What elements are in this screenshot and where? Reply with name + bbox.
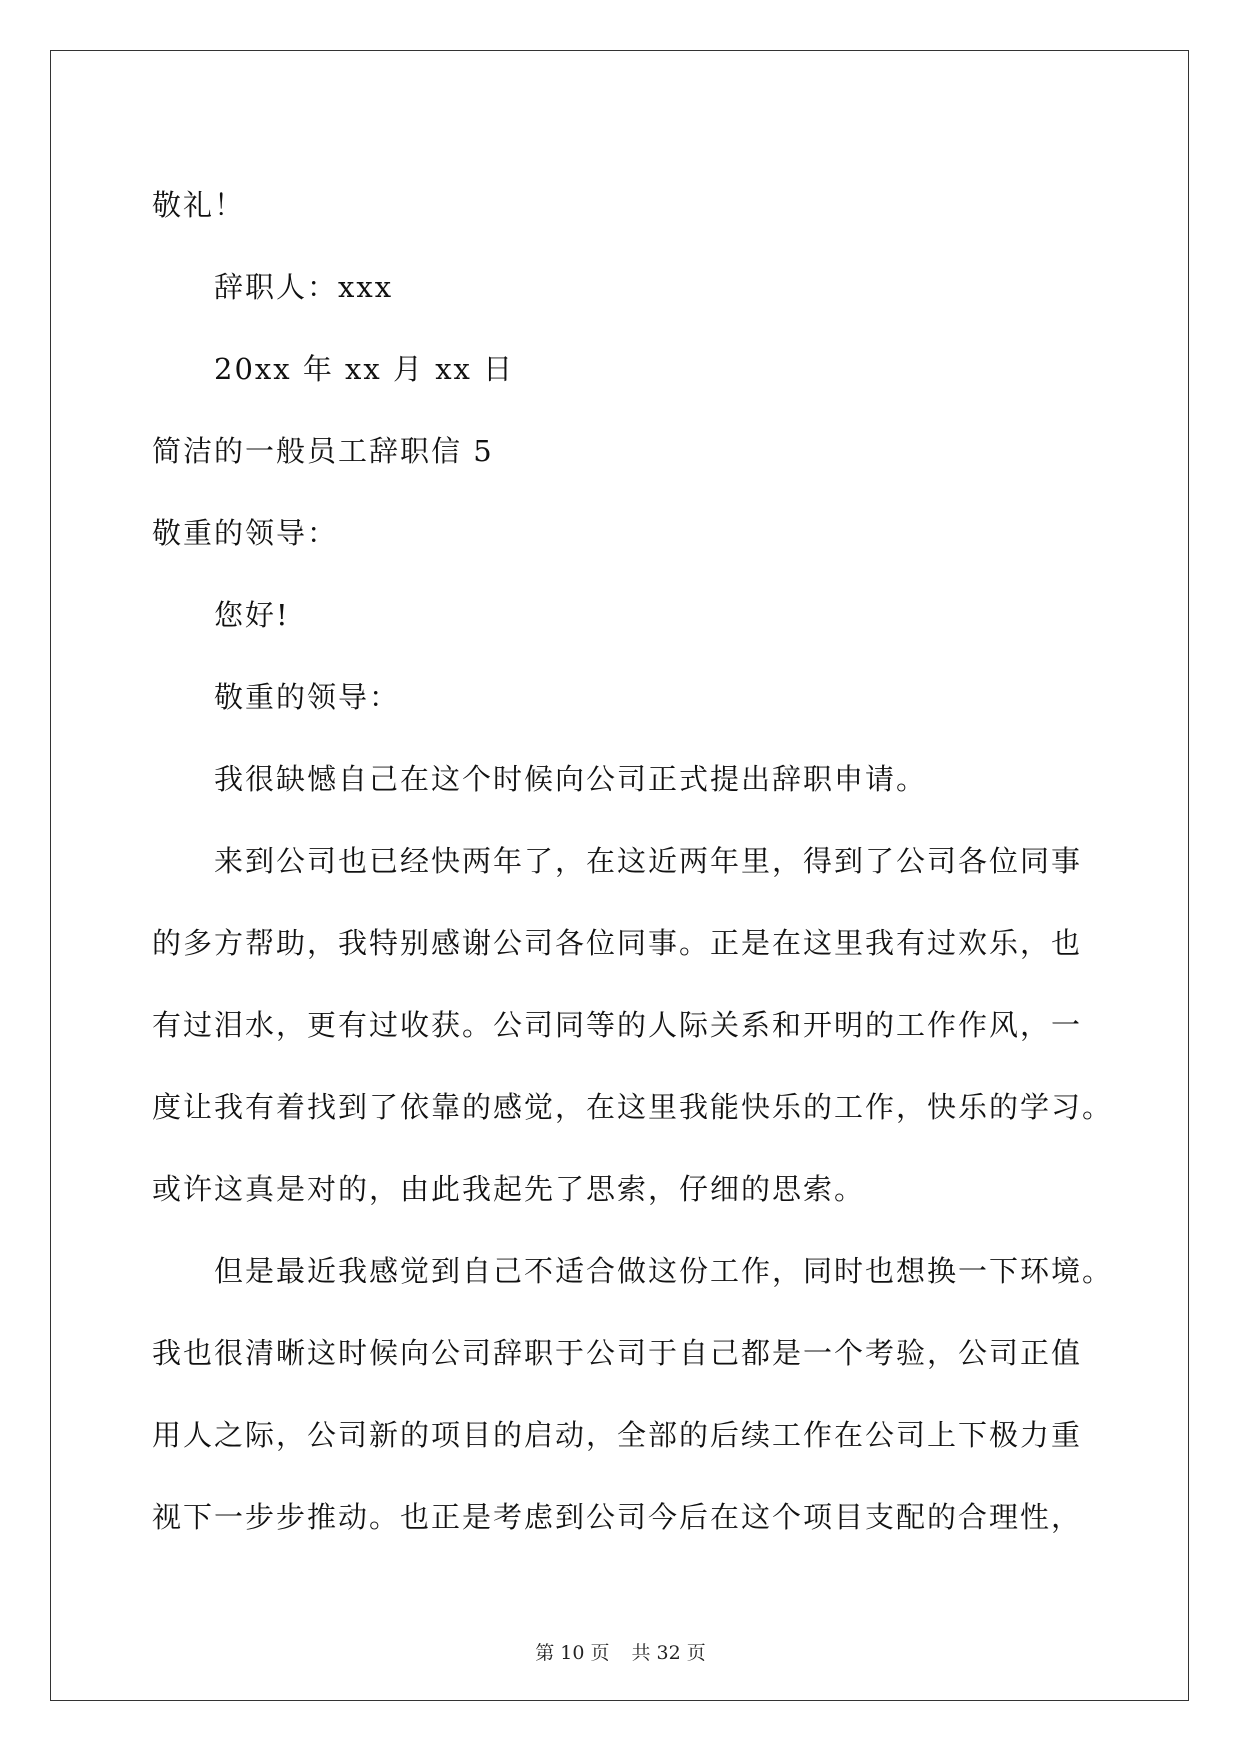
text-line: 来到公司也已经快两年了，在这近两年里，得到了公司各位同事: [214, 844, 1083, 878]
text-line: 我也很清晰这时候向公司辞职于公司于自己都是一个考验，公司正值: [152, 1336, 1083, 1370]
text-line: 的多方帮助，我特别感谢公司各位同事。正是在这里我有过欢乐，也: [152, 926, 1083, 960]
text-line: 我很缺憾自己在这个时候向公司正式提出辞职申请。: [214, 762, 928, 796]
text-line: 有过泪水，更有过收获。公司同等的人际关系和开明的工作作风，一: [152, 1008, 1083, 1042]
page-footer: [0, 1638, 1241, 1665]
text-line: 敬重的领导：: [214, 680, 401, 714]
text-line: 您好!: [214, 598, 290, 632]
text-line: 辞职人：xxx: [214, 270, 394, 304]
text-line: 敬重的领导：: [152, 516, 339, 550]
current-page-number: 第 10 页: [535, 1642, 610, 1664]
total-page-count: 共 32 页: [631, 1642, 706, 1664]
text-line: 20xx 年 xx 月 xx 日: [214, 352, 515, 386]
text-line: 但是最近我感觉到自己不适合做这份工作，同时也想换一下环境。: [214, 1254, 1114, 1288]
section-heading: 简洁的一般员工辞职信 5: [152, 434, 494, 468]
text-line: 或许这真是对的，由此我起先了思索，仔细的思索。: [152, 1172, 866, 1206]
text-line: 用人之际，公司新的项目的启动，全部的后续工作在公司上下极力重: [152, 1418, 1083, 1452]
text-line: 敬礼！: [152, 188, 246, 222]
text-line: 视下一步步推动。也正是考虑到公司今后在这个项目支配的合理性，: [152, 1500, 1083, 1534]
text-line: 度让我有着找到了依靠的感觉，在这里我能快乐的工作，快乐的学习。: [152, 1090, 1114, 1124]
document-body: [152, 164, 1114, 1558]
